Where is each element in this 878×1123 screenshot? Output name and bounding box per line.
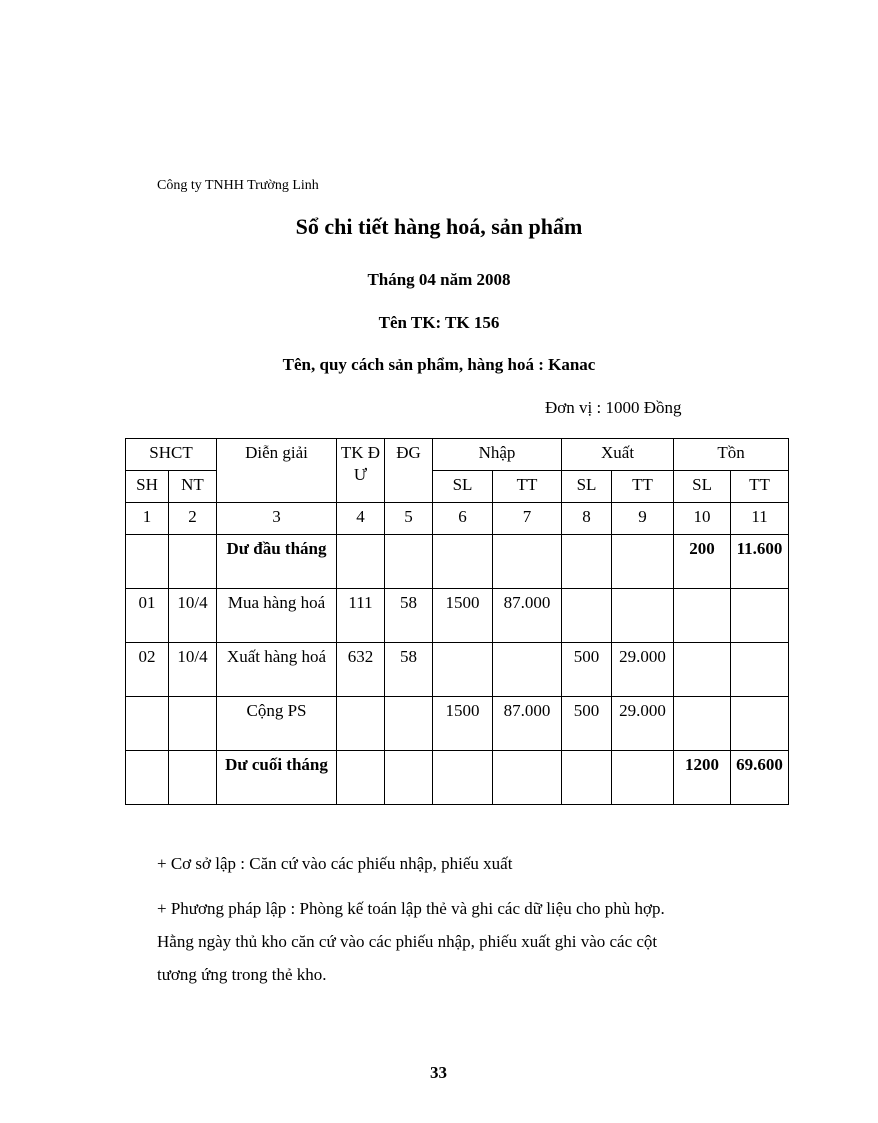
document-title: Sổ chi tiết hàng hoá, sản phẩm — [295, 214, 583, 239]
column-number: 8 — [562, 503, 612, 535]
header-nt: NT — [169, 471, 217, 503]
cell-sh: 01 — [126, 589, 169, 643]
cell-ton-sl — [674, 697, 731, 751]
header-dg: ĐG — [385, 439, 433, 503]
cell-dien-giai: Mua hàng hoá — [217, 589, 337, 643]
cell-ton-tt — [731, 589, 789, 643]
column-number: 3 — [217, 503, 337, 535]
cell-dien-giai: Dư cuối tháng — [217, 751, 337, 805]
column-number: 10 — [674, 503, 731, 535]
cell-xuat-sl — [562, 535, 612, 589]
cell-nhap-sl — [433, 751, 493, 805]
cell-nhap-sl: 1500 — [433, 697, 493, 751]
cell-xuat-tt: 29.000 — [612, 697, 674, 751]
header-xuat-sl: SL — [562, 471, 612, 503]
cell-xuat-tt — [612, 751, 674, 805]
ledger-table — [125, 438, 789, 805]
note-method-line-1: + Phương pháp lập : Phòng kế toán lập thẻ và ghi các dữ liệu cho phù hợp. — [157, 899, 665, 918]
table-row-issue — [126, 643, 789, 697]
note-basis: + Cơ sở lập : Căn cứ vào các phiếu nhập, phiếu xuất — [157, 854, 513, 873]
cell-dg: 58 — [385, 589, 433, 643]
note-method-line-2: Hằng ngày thủ kho căn cứ vào các phiếu nhập, phiếu xuất ghi vào các cột — [157, 932, 658, 951]
cell-tk: 111 — [337, 589, 385, 643]
cell-dien-giai: Dư đầu tháng — [217, 535, 337, 589]
cell-xuat-sl: 500 — [562, 697, 612, 751]
cell-nhap-tt: 87.000 — [493, 589, 562, 643]
cell-ton-sl: 1200 — [674, 751, 731, 805]
header-nhap-tt: TT — [493, 471, 562, 503]
header-tk-du: TK ĐƯ — [337, 439, 385, 503]
column-number: 6 — [433, 503, 493, 535]
cell-nhap-sl — [433, 643, 493, 697]
cell-dien-giai: Xuất hàng hoá — [217, 643, 337, 697]
cell-xuat-sl: 500 — [562, 643, 612, 697]
note-method-line-3: tương ứng trong thẻ kho. — [157, 965, 327, 984]
cell-dg: 58 — [385, 643, 433, 697]
cell-ton-tt: 11.600 — [731, 535, 789, 589]
cell-dien-giai: Cộng PS — [217, 697, 337, 751]
header-ton-tt: TT — [731, 471, 789, 503]
table-row-purchase — [126, 589, 789, 643]
header-ton: Tồn — [674, 439, 789, 471]
cell-sh: 02 — [126, 643, 169, 697]
cell-nhap-tt — [493, 535, 562, 589]
cell-ton-tt: 69.600 — [731, 751, 789, 805]
header-ton-sl: SL — [674, 471, 731, 503]
header-sh: SH — [126, 471, 169, 503]
cell-tk — [337, 751, 385, 805]
cell-ton-sl: 200 — [674, 535, 731, 589]
cell-sh — [126, 535, 169, 589]
cell-xuat-sl — [562, 751, 612, 805]
cell-ton-sl — [674, 643, 731, 697]
cell-sh — [126, 751, 169, 805]
period: Tháng 04 năm 2008 — [367, 270, 511, 289]
cell-nt: 10/4 — [169, 643, 217, 697]
cell-dg — [385, 697, 433, 751]
column-number: 9 — [612, 503, 674, 535]
cell-xuat-tt — [612, 589, 674, 643]
cell-tk — [337, 697, 385, 751]
column-number: 1 — [126, 503, 169, 535]
header-shct: SHCT — [126, 439, 217, 471]
product-spec: Tên, quy cách sản phẩm, hàng hoá : Kanac — [282, 355, 596, 374]
cell-nt — [169, 697, 217, 751]
cell-ton-sl — [674, 589, 731, 643]
cell-dg — [385, 535, 433, 589]
column-number-row — [126, 503, 789, 535]
cell-nt: 10/4 — [169, 589, 217, 643]
table-row-total — [126, 697, 789, 751]
header-dien-giai: Diễn giải — [217, 439, 337, 503]
cell-nhap-tt: 87.000 — [493, 697, 562, 751]
header-xuat: Xuất — [562, 439, 674, 471]
header-row-1 — [126, 439, 789, 471]
cell-tk: 632 — [337, 643, 385, 697]
table-row-opening-balance — [126, 535, 789, 589]
cell-nhap-tt — [493, 751, 562, 805]
cell-xuat-tt: 29.000 — [612, 643, 674, 697]
column-number: 4 — [337, 503, 385, 535]
cell-tk — [337, 535, 385, 589]
header-xuat-tt: TT — [612, 471, 674, 503]
company-name: Công ty TNHH Trường Linh — [157, 178, 319, 193]
column-number: 7 — [493, 503, 562, 535]
cell-nhap-sl: 1500 — [433, 589, 493, 643]
table-row-closing-balance — [126, 751, 789, 805]
cell-sh — [126, 697, 169, 751]
column-number: 5 — [385, 503, 433, 535]
column-number: 11 — [731, 503, 789, 535]
cell-nhap-tt — [493, 643, 562, 697]
cell-ton-tt — [731, 643, 789, 697]
cell-nt — [169, 751, 217, 805]
cell-dg — [385, 751, 433, 805]
cell-xuat-sl — [562, 589, 612, 643]
cell-nt — [169, 535, 217, 589]
header-nhap: Nhập — [433, 439, 562, 471]
cell-xuat-tt — [612, 535, 674, 589]
cell-nhap-sl — [433, 535, 493, 589]
page-number: 33 — [430, 1063, 447, 1082]
column-number: 2 — [169, 503, 217, 535]
cell-ton-tt — [731, 697, 789, 751]
currency-unit: Đơn vị : 1000 Đồng — [545, 398, 682, 417]
header-nhap-sl: SL — [433, 471, 493, 503]
account-name: Tên TK: TK 156 — [378, 313, 500, 332]
